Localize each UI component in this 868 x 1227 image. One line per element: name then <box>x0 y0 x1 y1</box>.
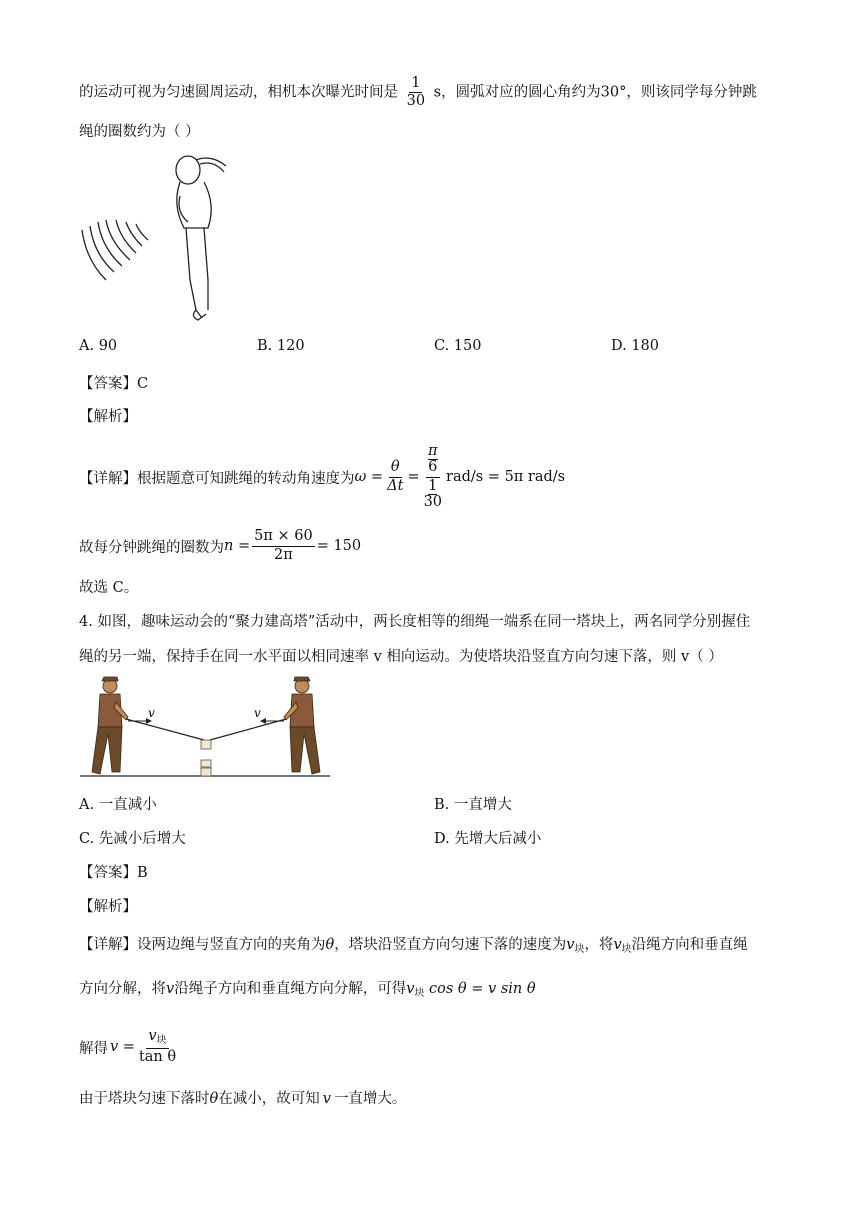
tower-block-top <box>201 760 211 767</box>
q4-stem-line1: 4. 如图，趣味运动会的“聚力建高塔”活动中，两长度相等的细绳一端系在同一塔块上，两名同学分别握住 <box>79 614 751 630</box>
q3-option-d: D. 180 <box>611 338 660 354</box>
q4-option-a: A. 一直减小 <box>79 797 157 813</box>
theta-over-dt: $\frac{\theta}{\Delta t}$ <box>387 459 404 494</box>
q3-analysis-heading: 【解析】 <box>79 409 137 425</box>
jump-rope-figure <box>76 150 236 325</box>
q3-detail-line: 【详解】根据题意可知跳绳的转动角速度为 ω = $\frac{\theta}{\Delta t}$ = π 6 1 30 rad/s = 5π rad/s <box>79 443 566 510</box>
left-person <box>92 677 128 774</box>
n-fraction: $\frac{5\pi \times 60}{2\pi}$ <box>254 528 313 563</box>
omega-result: rad/s = 5π rad/s <box>446 469 566 485</box>
q3-option-a: A. 90 <box>79 338 118 354</box>
q3-answer: 【答案】C <box>79 376 149 392</box>
compound-fraction: π 6 1 30 <box>423 443 443 510</box>
q4-option-d: D. 先增大后减小 <box>434 831 542 847</box>
cos-sin-equation: cos θ = v sin θ <box>429 981 536 997</box>
q4-analysis-heading: 【解析】 <box>79 899 137 915</box>
q3-option-c: C. 150 <box>434 338 482 354</box>
q3-conclusion: 故选 C。 <box>79 580 139 596</box>
q4-answer: 【答案】B <box>79 865 148 881</box>
q4-option-b: B. 一直增大 <box>434 797 512 813</box>
q4-detail-line2: 方向分解，将v沿绳子方向和垂直绳方向分解，可得$v_块$ cos θ = v sin θ <box>79 981 536 999</box>
q3-option-b: B. 120 <box>257 338 305 354</box>
q3-detail-text: 【详解】根据题意可知跳绳的转动角速度为 <box>79 470 355 487</box>
tower-figure <box>80 672 332 782</box>
q4-option-c: C. 先减小后增大 <box>79 831 186 847</box>
q3-line1-text-b: ，圆弧对应的圆心角约为30°，则该同学每分钟跳 <box>441 84 757 101</box>
v-fraction: $\frac{v_块}{\text{tan θ}}$ <box>138 1028 177 1065</box>
q3-line1-text-a: 的运动可视为匀速圆周运动，相机本次曝光时间是 <box>79 84 398 101</box>
q3-count-line: 故每分钟跳绳的圈数为 n = $\frac{5\pi \times 60}{2\pi}$ = 150 <box>79 528 362 563</box>
hanging-block <box>201 740 211 749</box>
right-person <box>284 677 320 774</box>
q3-line2: 绳的圈数约为（ ） <box>79 124 200 140</box>
exposure-fraction: $\frac{1}{30}$ <box>406 75 426 110</box>
tower-block-bottom <box>201 768 211 776</box>
q4-solve-line: 解得 v = $\frac{v_块}{\text{tan θ}}$ <box>79 1028 177 1065</box>
q3-line1: 的运动可视为匀速圆周运动，相机本次曝光时间是 $\frac{1}{30}$ s，圆弧对应的圆心角约为30°，则该同学每分钟跳 <box>79 75 757 110</box>
velocity-label-left: v <box>148 706 155 720</box>
velocity-label-right: v <box>254 706 261 720</box>
q4-detail-line1: 【详解】设两边绳与竖直方向的夹角为θ，塔块沿竖直方向匀速下落的速度为$v_块$，将$v_块$沿绳方向和垂直绳 <box>79 937 748 955</box>
q4-stem-line2: 绳的另一端，保持手在同一水平面以相同速率 v 相向运动。为使塔块沿竖直方向匀速下落，则 v（ ） <box>79 649 723 665</box>
q4-final-line: 由于塔块匀速下落时θ在减小，故可知 v 一直增大。 <box>79 1091 407 1107</box>
